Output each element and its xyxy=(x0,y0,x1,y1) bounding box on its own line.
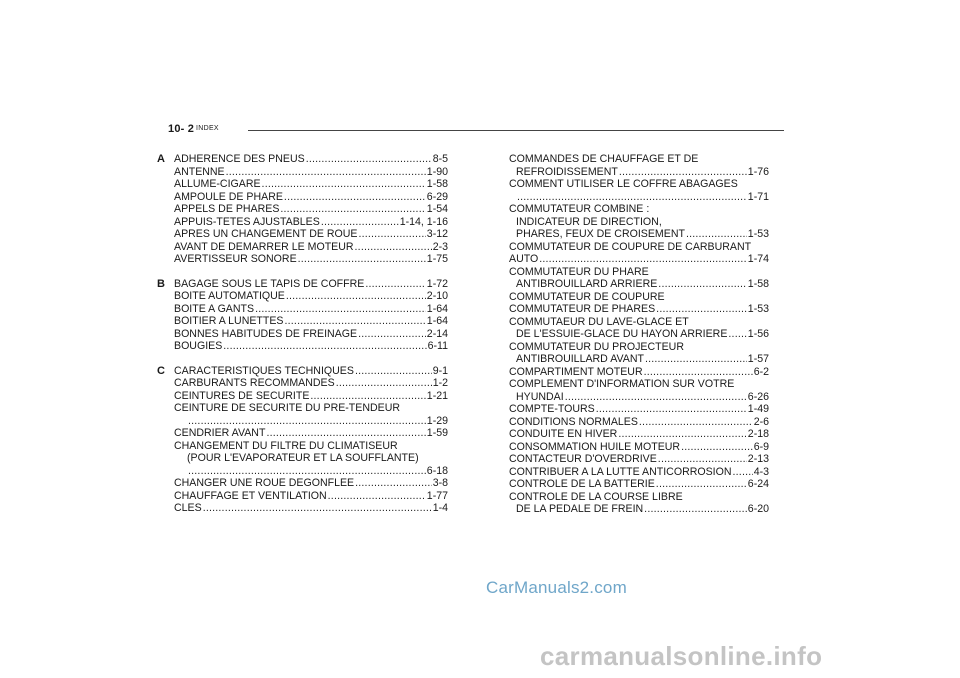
index-entry xyxy=(174,303,448,316)
leader-dots xyxy=(284,191,426,204)
index-entry-text: BAGAGE SOUS LE TAPIS DE COFFRE xyxy=(174,277,365,290)
index-entry xyxy=(174,228,448,241)
leader-dots xyxy=(262,178,426,191)
page-number: 10- 2 xyxy=(168,123,195,135)
index-entry-text: CEINTURES DE SECURITE xyxy=(174,389,310,402)
index-page-ref[interactable]: 4-3 xyxy=(753,465,769,478)
index-entry-row xyxy=(174,203,448,216)
index-page-ref[interactable]: 1-74 xyxy=(747,253,769,265)
leader-dots xyxy=(280,203,425,216)
index-page-ref[interactable]: 1-75 xyxy=(426,253,448,265)
index-entry xyxy=(509,153,769,178)
index-entry xyxy=(509,178,769,203)
index-page-ref[interactable]: 6-18 xyxy=(426,464,448,477)
index-entry-row xyxy=(174,315,448,328)
index-group-b xyxy=(157,277,448,353)
index-entry xyxy=(509,241,769,266)
leader-dots xyxy=(355,477,432,490)
index-entry-text: PHARES, FEUX DE CROISEMENT xyxy=(516,228,685,240)
leader-dots xyxy=(539,253,747,266)
index-entry xyxy=(174,390,448,403)
leader-dots xyxy=(355,241,432,254)
index-entry-text: COMMUTATEUR DU PHARE xyxy=(509,265,649,278)
index-page-ref[interactable]: 1-57 xyxy=(747,353,769,365)
index-page-ref[interactable]: 1-58 xyxy=(747,278,769,290)
index-entry-text: COMPARTIMENT MOTEUR xyxy=(509,365,643,378)
index-entry-row xyxy=(174,465,448,478)
leader-dots xyxy=(728,328,746,341)
index-page-ref[interactable]: 6-9 xyxy=(753,440,769,453)
index-entry-row xyxy=(509,466,769,479)
index-entry xyxy=(509,416,769,429)
leader-dots xyxy=(618,428,746,441)
leader-dots xyxy=(365,278,425,291)
index-entry-row xyxy=(509,228,769,241)
leader-dots xyxy=(188,415,426,428)
leader-dots xyxy=(336,377,432,390)
leader-dots xyxy=(619,166,747,179)
index-entry-text: COMPLEMENT D'INFORMATION SUR VOTRE xyxy=(509,378,735,390)
index-entry-row xyxy=(509,478,769,491)
index-entry-row xyxy=(174,290,448,303)
leader-dots xyxy=(286,290,426,303)
index-entry-text: (POUR L'EVAPORATEUR ET LA SOUFFLANTE) xyxy=(187,452,419,464)
index-entry-text: ADHERENCE DES PNEUS xyxy=(174,153,305,165)
index-entry xyxy=(174,340,448,353)
leader-dots xyxy=(310,390,425,403)
index-entry-text: COMMUTAEUR DU LAVE-GLACE ET xyxy=(509,315,689,328)
index-entry-text: BOUGIES xyxy=(174,340,223,352)
index-entry-text: ALLUME-CIGARE xyxy=(174,178,261,190)
index-page-ref[interactable]: 1-29 xyxy=(426,414,448,427)
leader-dots xyxy=(255,303,426,316)
index-entry-text: COMMUTATEUR COMBINE : xyxy=(509,203,650,215)
index-entry-text: DE LA PEDALE DE FREIN xyxy=(516,503,644,515)
index-page-ref[interactable]: 1-2 xyxy=(432,377,448,389)
index-entry-text: DE L'ESSUIE-GLACE DU HAYON ARRIERE xyxy=(516,328,728,340)
index-entry xyxy=(174,377,448,390)
leader-dots xyxy=(656,303,747,316)
leader-dots xyxy=(321,216,399,229)
index-entry-text: AVERTISSEUR SONORE xyxy=(174,253,297,265)
index-entry-text: CLES xyxy=(174,502,202,514)
index-entry-row xyxy=(509,166,769,179)
index-entry-text: REFROIDISSEMENT xyxy=(516,165,618,178)
index-page-ref[interactable]: 1-64 xyxy=(426,302,448,315)
index-page-ref[interactable]: 1-14, 1-16 xyxy=(399,215,448,228)
index-entry xyxy=(509,491,769,516)
index-page-ref[interactable]: 1-59 xyxy=(426,427,448,439)
leader-dots xyxy=(358,228,425,241)
index-entry-row xyxy=(174,328,448,341)
index-page-ref[interactable]: 2-10 xyxy=(426,290,448,302)
index-entry xyxy=(157,153,448,166)
leader-dots xyxy=(203,502,432,515)
index-entry-text: CONDITIONS NORMALES xyxy=(509,415,638,428)
index-entry-text: COMMENT UTILISER LE COFFRE ABAGAGES xyxy=(509,178,738,190)
leader-dots xyxy=(285,315,426,328)
index-page-ref[interactable]: 1-64 xyxy=(426,315,448,327)
leader-dots xyxy=(644,503,747,516)
index-entry-row xyxy=(509,328,769,341)
index-page-ref[interactable]: 2-6 xyxy=(753,415,769,428)
index-entry-text: ANTIBROUILLARD AVANT xyxy=(516,353,644,365)
leader-dots xyxy=(656,478,747,491)
index-entry-row xyxy=(174,153,448,166)
index-entry-row xyxy=(174,502,448,515)
index-page-ref[interactable]: 1-53 xyxy=(747,228,769,240)
index-entry-text: CHANGER UNE ROUE DEGONFLEE xyxy=(174,477,355,489)
index-entry-text: BONNES HABITUDES DE FREINAGE xyxy=(174,327,358,340)
leader-dots xyxy=(658,453,747,466)
index-entry-text: CONTROLE DE LA COURSE LIBRE xyxy=(509,490,683,503)
index-entry-row xyxy=(509,416,769,429)
index-column-left xyxy=(157,153,448,527)
index-page-ref[interactable]: 1-71 xyxy=(747,190,769,203)
leader-dots xyxy=(358,328,426,341)
leader-dots xyxy=(517,191,747,204)
index-entry-row xyxy=(509,303,769,316)
index-page-ref[interactable]: 3-12 xyxy=(426,228,448,240)
index-entry-row xyxy=(174,365,448,378)
index-entry xyxy=(174,216,448,229)
header-rule xyxy=(248,130,784,131)
index-entry xyxy=(509,466,769,479)
index-page-ref[interactable]: 6-2 xyxy=(753,365,769,378)
index-entry-row xyxy=(509,278,769,291)
index-page-ref[interactable]: 6-26 xyxy=(747,390,769,403)
index-letter: A xyxy=(157,153,165,165)
index-entry-row xyxy=(509,353,769,366)
index-entry-row xyxy=(174,228,448,241)
index-entry xyxy=(174,427,448,440)
index-entry-text: APPUIS-TETES AJUSTABLES xyxy=(174,215,320,228)
index-page-ref[interactable]: 6-11 xyxy=(427,340,448,352)
index-page-ref[interactable]: 1-49 xyxy=(747,403,769,415)
index-entry-text: COMMUTATEUR DE PHARES xyxy=(509,303,656,315)
index-entry-row xyxy=(174,278,448,291)
leader-dots xyxy=(658,278,747,291)
index-entry-text: COMMUTATEUR DE COUPURE DE CARBURANT xyxy=(509,240,752,253)
index-entry-text: INDICATEUR DE DIRECTION, xyxy=(516,215,662,228)
index-entry xyxy=(174,253,448,266)
index-page-ref[interactable]: 6-20 xyxy=(747,503,769,515)
index-page-ref[interactable]: 1-54 xyxy=(426,203,448,215)
index-entry xyxy=(509,378,769,403)
index-entry xyxy=(509,441,769,454)
index-entry-text: APRES UN CHANGEMENT DE ROUE xyxy=(174,228,358,240)
index-entry xyxy=(157,277,448,291)
watermark-carmanualsonline: carmanualsonline.info xyxy=(540,641,823,671)
leader-dots xyxy=(306,153,432,166)
watermark-carmanuals2[interactable]: CarManuals2.com xyxy=(486,578,627,597)
index-entry xyxy=(174,328,448,341)
index-page-ref[interactable]: 1-21 xyxy=(426,389,448,402)
index-page-ref[interactable]: 1-76 xyxy=(747,165,769,178)
index-entry-row xyxy=(174,477,448,490)
index-entry xyxy=(174,315,448,328)
leader-dots xyxy=(639,416,753,429)
index-entry-text: BOITE AUTOMATIQUE xyxy=(174,290,285,302)
index-entry-text: CHANGEMENT DU FILTRE DU CLIMATISEUR xyxy=(174,439,398,452)
index-page-ref[interactable]: 9-1 xyxy=(432,364,448,377)
index-entry-row xyxy=(174,191,448,204)
index-page-ref[interactable]: 1-77 xyxy=(426,489,448,502)
index-entry-row xyxy=(509,366,769,379)
leader-dots xyxy=(645,353,747,366)
index-entry xyxy=(174,178,448,191)
index-entry-row xyxy=(174,377,448,390)
index-entry-row xyxy=(174,178,448,191)
index-entry-text: ANTENNE xyxy=(174,165,225,178)
index-entry-row xyxy=(174,390,448,403)
index-entry-text: CONSOMMATION HUILE MOTEUR xyxy=(509,440,681,453)
index-page-ref[interactable]: 6-24 xyxy=(747,478,769,490)
index-entry-text: COMMUTATEUR DU PROJECTEUR xyxy=(509,340,684,353)
index-entry-text: COMMUTATEUR DE COUPURE xyxy=(509,290,665,303)
index-entry xyxy=(174,402,448,427)
index-entry xyxy=(174,477,448,490)
index-entry-text: HYUNDAI xyxy=(516,390,564,403)
leader-dots xyxy=(328,490,426,503)
index-page-ref[interactable]: 1-53 xyxy=(747,303,769,315)
index-page-ref[interactable]: 1-56 xyxy=(747,328,769,340)
index-entry-text: CONTROLE DE LA BATTERIE xyxy=(509,478,655,490)
index-page-ref[interactable]: 2-18 xyxy=(747,428,769,440)
index-page-ref[interactable]: 1-72 xyxy=(426,277,448,290)
index-entry xyxy=(509,291,769,316)
index-entry-text: ANTIBROUILLARD ARRIERE xyxy=(516,278,658,290)
index-entry xyxy=(174,440,448,478)
index-entry-text: CONTRIBUER A LA LUTTE ANTICORROSION xyxy=(509,465,732,478)
index-entry xyxy=(509,478,769,491)
index-letter: B xyxy=(157,277,165,290)
index-entry xyxy=(174,203,448,216)
leader-dots xyxy=(355,365,432,378)
index-entry-text: AVANT DE DEMARRER LE MOTEUR xyxy=(174,240,354,253)
index-page-ref[interactable]: 3-8 xyxy=(432,477,448,489)
index-entry xyxy=(509,403,769,416)
leader-dots xyxy=(733,466,753,479)
index-entry-text: COMPTE-TOURS xyxy=(509,403,595,415)
index-entry-row xyxy=(509,503,769,516)
index-entry-row xyxy=(174,253,448,266)
index-entry-row xyxy=(174,415,448,428)
index-entry-text: CARBURANTS RECOMMANDES xyxy=(174,377,335,389)
index-entry-row xyxy=(509,403,769,416)
index-page-ref[interactable]: 2-14 xyxy=(426,327,448,340)
index-entry-row xyxy=(174,490,448,503)
index-entry-text: BOITE A GANTS xyxy=(174,302,255,315)
index-page-ref[interactable]: 2-3 xyxy=(432,240,448,253)
index-page-ref[interactable]: 1-4 xyxy=(432,502,448,514)
index-entry xyxy=(174,166,448,179)
index-entry-row xyxy=(174,216,448,229)
index-group-c xyxy=(157,364,448,515)
leader-dots xyxy=(565,391,747,404)
leader-dots xyxy=(644,366,753,379)
index-entry-row xyxy=(509,391,769,404)
index-entry-text: AMPOULE DE PHARE xyxy=(174,190,283,203)
index-entry-text: CEINTURE DE SECURITE DU PRE-TENDEUR xyxy=(174,402,401,414)
index-entry-row xyxy=(174,166,448,179)
leader-dots xyxy=(223,340,426,353)
index-page-ref[interactable]: 6-29 xyxy=(426,190,448,203)
index-entry-row xyxy=(509,441,769,454)
index-entry-text: CHAUFFAGE ET VENTILATION xyxy=(174,489,327,502)
index-page-ref[interactable]: 8-5 xyxy=(432,153,448,165)
leader-dots xyxy=(266,427,425,440)
index-entry xyxy=(174,290,448,303)
index-entry xyxy=(174,191,448,204)
leader-dots xyxy=(686,228,747,241)
index-entry-row xyxy=(509,191,769,204)
page-header xyxy=(168,123,784,137)
index-entry-text: COMMANDES DE CHAUFFAGE ET DE xyxy=(509,153,699,165)
index-entry-row xyxy=(509,428,769,441)
index-entry xyxy=(509,316,769,341)
index-entry-row xyxy=(509,453,769,466)
leader-dots xyxy=(596,403,747,416)
index-entry-row xyxy=(174,241,448,254)
index-entry xyxy=(509,266,769,291)
index-entry xyxy=(174,241,448,254)
index-column-right xyxy=(509,153,769,516)
index-entry xyxy=(509,203,769,241)
index-entry-text: BOITIER A LUNETTES xyxy=(174,315,284,327)
index-entry xyxy=(509,428,769,441)
index-entry-row xyxy=(174,340,448,353)
index-group-a xyxy=(157,153,448,266)
index-entry-row xyxy=(174,427,448,440)
index-entry xyxy=(509,366,769,379)
index-entry-text: CARACTERISTIQUES TECHNIQUES xyxy=(174,364,354,377)
leader-dots xyxy=(188,465,426,478)
index-entry xyxy=(509,341,769,366)
leader-dots xyxy=(226,166,426,179)
section-title: INDEX xyxy=(196,125,219,132)
index-entry-row xyxy=(509,253,769,266)
index-entry-row xyxy=(174,303,448,316)
index-entry xyxy=(174,502,448,515)
index-page-ref[interactable]: 1-90 xyxy=(426,165,448,178)
index-entry-text: CENDRIER AVANT xyxy=(174,427,266,439)
index-entry-text: CONDUITE EN HIVER xyxy=(509,428,618,440)
index-page-ref[interactable]: 1-58 xyxy=(426,178,448,190)
leader-dots xyxy=(298,253,426,266)
leader-dots xyxy=(681,441,753,454)
index-entry xyxy=(509,453,769,466)
index-entry xyxy=(174,490,448,503)
index-entry-text: AUTO xyxy=(509,253,539,265)
index-entry xyxy=(157,364,448,378)
index-letter: C xyxy=(157,364,165,377)
index-entry-text: APPELS DE PHARES xyxy=(174,203,280,215)
index-entry-text: CONTACTEUR D'OVERDRIVE xyxy=(509,453,657,465)
index-page-ref[interactable]: 2-13 xyxy=(747,453,769,465)
